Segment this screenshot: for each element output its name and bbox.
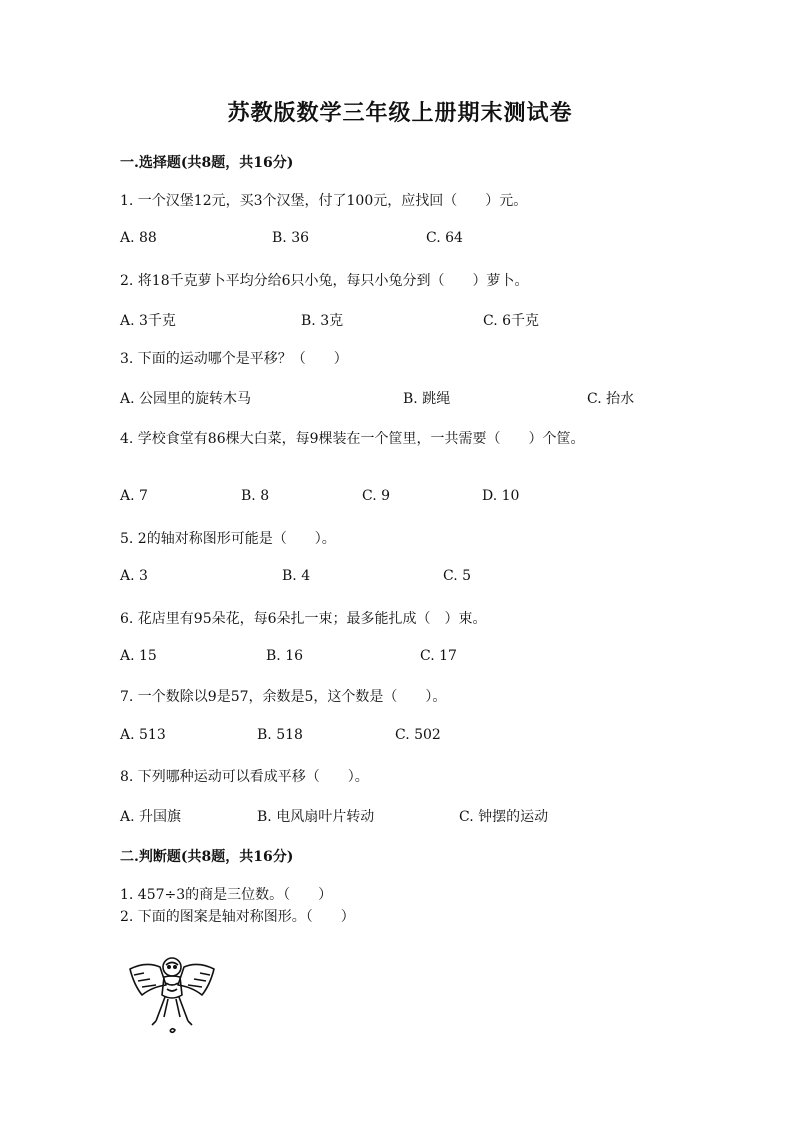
- question-6: 6. 花店里有95朵花，每6朵扎一束；最多能扎成（ ）束。: [120, 611, 487, 627]
- question-2: 2. 将18千克萝卜平均分给6只小兔，每只小兔分到（ ）萝卜。: [120, 273, 529, 289]
- option-1a: A. 88: [120, 230, 157, 246]
- section-heading-choice: 一.选择题(共8题，共16分): [120, 155, 294, 171]
- question-7: 7. 一个数除以9是57，余数是5，这个数是（ ）。: [120, 689, 447, 705]
- question-5: 5. 2的轴对称图形可能是（ ）。: [120, 531, 336, 547]
- question-3: 3. 下面的运动哪个是平移？（ ）: [120, 351, 348, 367]
- judge-question-1: 1. 457÷3的商是三位数。（ ）: [120, 887, 333, 903]
- page-title: 苏教版数学三年级上册期末测试卷: [227, 100, 573, 126]
- option-3a: A. 公园里的旋转木马: [120, 391, 252, 407]
- option-3b: B. 跳绳: [403, 391, 451, 407]
- option-7c: C. 502: [395, 727, 441, 743]
- option-8c: C. 钟摆的运动: [459, 809, 549, 825]
- option-2a: A. 3千克: [120, 313, 176, 329]
- question-8: 8. 下列哪种运动可以看成平移（ ）。: [120, 769, 369, 785]
- option-2b: B. 3克: [301, 313, 344, 329]
- section-heading-judge: 二.判断题(共8题，共16分): [120, 849, 294, 865]
- option-8b: B. 电风扇叶片转动: [257, 809, 375, 825]
- option-7b: B. 518: [257, 727, 303, 743]
- option-1b: B. 36: [272, 230, 310, 246]
- option-3c: C. 抬水: [587, 391, 635, 407]
- option-6a: A. 15: [120, 648, 157, 664]
- question-1: 1. 一个汉堡12元，买3个汉堡，付了100元，应找回（ ）元。: [120, 193, 528, 209]
- option-4d: D. 10: [482, 488, 520, 504]
- option-8a: A. 升国旗: [120, 809, 182, 825]
- option-5b: B. 4: [282, 568, 311, 584]
- option-5a: A. 3: [120, 568, 148, 584]
- option-4c: C. 9: [362, 488, 391, 504]
- option-7a: A. 513: [120, 727, 166, 743]
- question-4: 4. 学校食堂有86棵大白菜，每9棵装在一个筐里，一共需要（ ）个筐。: [120, 431, 585, 447]
- option-4a: A. 7: [120, 488, 148, 504]
- judge-question-2: 2. 下面的图案是轴对称图形。（ ）: [120, 909, 355, 925]
- option-2c: C. 6千克: [483, 313, 540, 329]
- option-6c: C. 17: [420, 648, 457, 664]
- option-1c: C. 64: [426, 230, 463, 246]
- option-5c: C. 5: [443, 568, 472, 584]
- kite-icon: [122, 955, 222, 1035]
- option-4b: B. 8: [241, 488, 270, 504]
- option-6b: B. 16: [266, 648, 304, 664]
